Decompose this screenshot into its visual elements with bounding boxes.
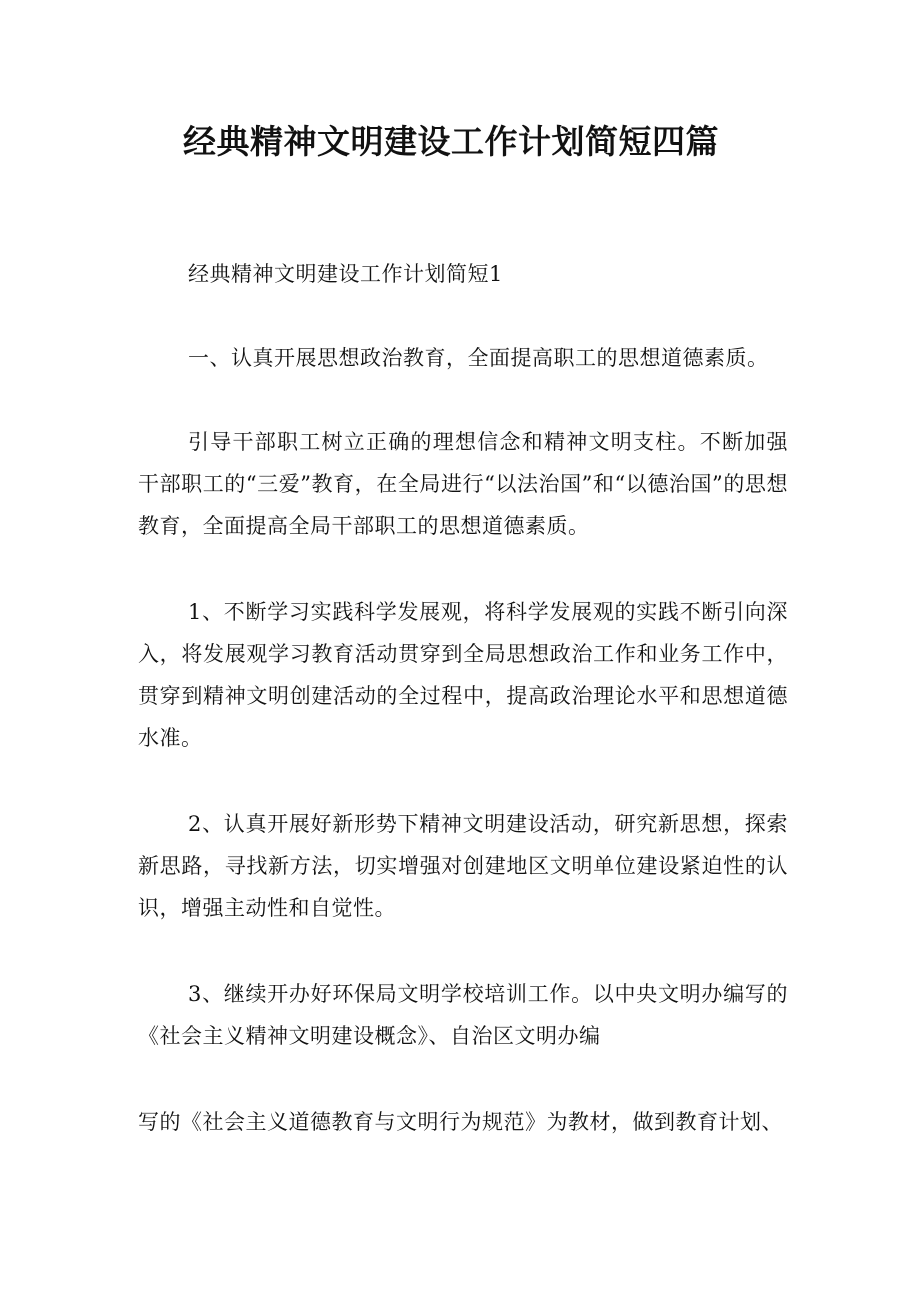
paragraph-4: 2、认真开展好新形势下精神文明建设活动，研究新思想，探索新思路，寻找新方法，切实增强对创建地区文明单位建设紧迫性的认识，增强主动性和自觉性。 (138, 812, 788, 920)
paragraph-5: 3、继续开办好环保局文明学校培训工作。以中央文明办编写的《社会主义精神文明建设概念》、自治区文明办编 (138, 982, 788, 1048)
paragraph-3: 1、不断学习实践科学发展观，将科学发展观的实践不断引向深入，将发展观学习教育活动贯穿到全局思想政治工作和业务工作中，贯穿到精神文明创建活动的全过程中，提高政治理论水平和思想道德水准。 (138, 600, 788, 750)
paragraph-2: 引导干部职工树立正确的理想信念和精神文明支柱。不断加强干部职工的“三爱”教育，在全局进行“以法治国”和“以德治国”的思想教育，全面提高全局干部职工的思想道德素质。 (138, 430, 788, 538)
document-title: 经典精神文明建设工作计划简短四篇 (183, 122, 719, 161)
section-heading: 经典精神文明建设工作计划简短1 (188, 262, 503, 286)
paragraph-6: 写的《社会主义道德教育与文明行为规范》为教材，做到教育计划、 (138, 1110, 783, 1134)
paragraph-1: 一、认真开展思想政治教育，全面提高职工的思想道德素质。 (188, 346, 769, 370)
